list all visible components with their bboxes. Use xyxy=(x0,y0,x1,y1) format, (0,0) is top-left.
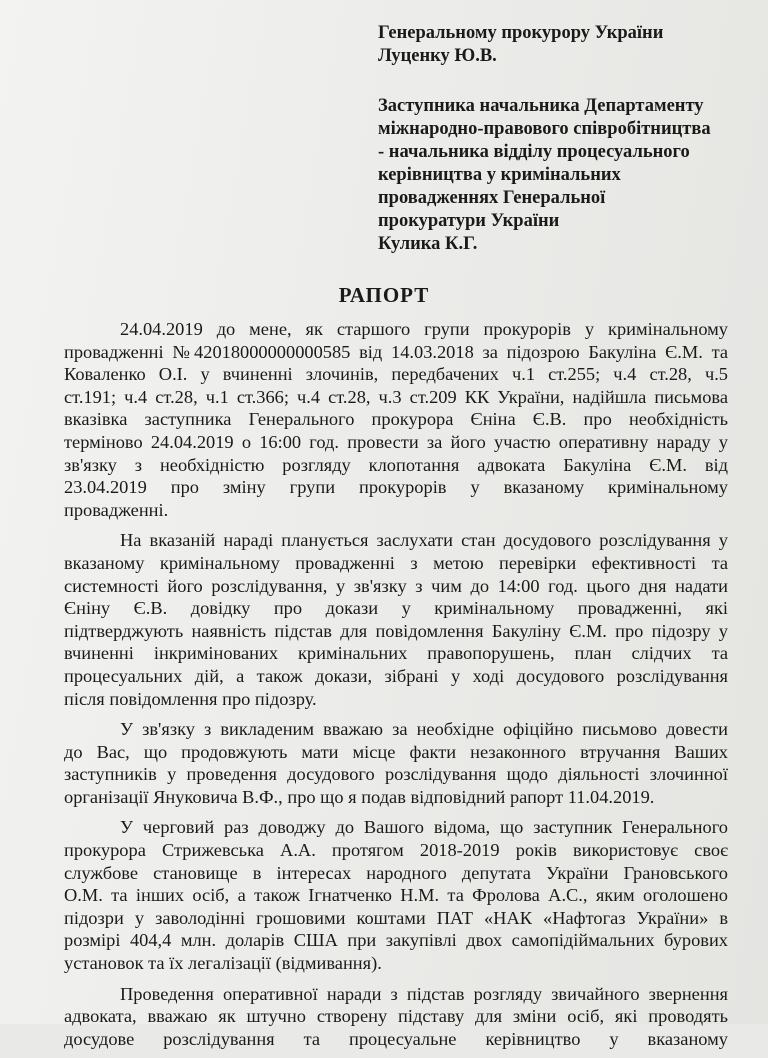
paragraph-4 xyxy=(64,816,728,974)
paragraph-line: вказівка заступника Генерального прокурора Єніна Є.В. про необхідність xyxy=(64,409,728,430)
paragraph-2 xyxy=(64,529,728,710)
paragraph-line: заступників у проведення досудового розслідування щодо діяльності злочинної xyxy=(64,764,728,785)
paragraph-line: 23.04.2019 про зміну групи прокурорів у вказаному кримінальному xyxy=(64,477,728,498)
paragraph-line: вчиненні інкримінованих кримінальних правопорушень, план слідчих та xyxy=(64,643,728,664)
paragraph-line: досудове розслідування та процесуальне керівництво у вказаному xyxy=(64,1028,728,1049)
paragraph-line: 24.04.2019 до мене, як старшого групи прокурорів у кримінальному xyxy=(120,319,728,339)
paragraph-line: підозри у заволодінні грошовими коштами ПАТ «НАК «Нафтогаз України» в xyxy=(64,907,728,928)
paragraph-line: прокурора Стрижевська А.А. протягом 2018-2019 років використовує своє xyxy=(64,840,728,861)
sender-line: прокуратури України xyxy=(378,211,560,231)
sender-line: Кулика К.Г. xyxy=(378,234,478,254)
paragraph-line: вказаному кримінальному провадженні з метою перевірки ефективності та xyxy=(64,552,728,573)
paragraph-line: зв'язку з необхідністю розгляду клопотання адвоката Бакуліна Є.М. від xyxy=(64,454,728,475)
paragraph-line: підтверджують наявність підстав для повідомлення Бакуліну Є.М. про підозру у xyxy=(64,620,728,641)
paragraph-line: службове становище в інтересах народного депутата України Грановського xyxy=(64,862,728,883)
paragraph-line: ст.191; ч.4 ст.28, ч.1 ст.366; ч.4 ст.28, ч.3 ст.209 КК України, надійшла письмова xyxy=(64,386,728,407)
sender-line: - начальника відділу процесуального xyxy=(378,142,690,162)
paragraph-line: О.М. та інших осіб, а також Ігнатченко Н.М. та Фролова А.С., яким оголошено xyxy=(64,885,728,906)
paragraph-line: У черговий раз доводжу до Вашого відома, що заступник Генерального xyxy=(120,817,728,838)
paragraph-line: провадженні №42018000000000585 від 14.03.2018 за підозрою Бакуліна Є.М. та xyxy=(64,341,728,362)
paragraph-line: організації Януковича В.Ф., про що я подав відповідний рапорт 11.04.2019. xyxy=(64,786,655,807)
paragraph-5 xyxy=(64,983,728,1051)
addressee-gap xyxy=(378,68,758,95)
paragraph-line: до Вас, що продовжують мати місце факти незаконного втручання Ваших xyxy=(64,741,728,762)
paragraph-line: Проведення оперативної наради з підстав розгляду звичайного звернення xyxy=(120,983,728,1004)
paragraph-line: терміново 24.04.2019 о 16:00 год. провести за його участю оперативну нараду у xyxy=(64,431,728,452)
sender xyxy=(378,95,758,256)
addressee-block xyxy=(378,22,758,256)
paragraph-line: провадженні. xyxy=(64,499,169,520)
paragraph-3 xyxy=(64,718,728,808)
recipient-line: Луценку Ю.В. xyxy=(378,46,497,66)
paragraph-line: розмірі 404,4 млн. доларів США при закупівлі двох самопідіймальних бурових xyxy=(64,930,728,951)
document-title: РАПОРТ xyxy=(338,283,430,307)
sender-line: Заступника начальника Департаменту xyxy=(378,96,704,116)
recipient xyxy=(378,22,758,68)
sender-line: керівництва у кримінальних xyxy=(378,165,621,185)
paragraph-line: процесуальних дій, а також докази, зібрані у ході досудового розслідування xyxy=(64,665,728,686)
paragraph-line: установок та їх легалізації (відмивання). xyxy=(64,953,382,974)
paragraph-line: На вказаній нараді планується заслухати стан досудового розслідування у xyxy=(120,530,728,551)
paragraph-1 xyxy=(64,318,728,521)
paragraph-line: системності його розслідування, у зв'язку з чим до 14:00 год. цього дня надати xyxy=(64,575,728,596)
paragraph-line: Коваленко О.І. у вчиненні злочинів, передбачених ч.1 ст.255; ч.4 ст.28, ч.5 xyxy=(64,364,728,385)
paragraph-line: адвоката, вважаю як штучно створену підставу для зміни осіб, які проводять xyxy=(64,1006,728,1027)
sender-line: міжнародно-правового співробітництва xyxy=(378,119,711,139)
sender-line: провадженнях Генеральної xyxy=(378,188,606,208)
paragraph-line: У зв'язку з викладеним вважаю за необхідне офіційно письмово довести xyxy=(120,719,728,740)
recipient-line: Генеральному прокурору України xyxy=(378,23,664,43)
paragraph-line: після повідомлення про підозру. xyxy=(64,688,317,709)
document-body xyxy=(64,318,728,1058)
paragraph-line: Єніну Є.В. довідку про докази у кримінальному провадженні, які xyxy=(64,598,728,619)
